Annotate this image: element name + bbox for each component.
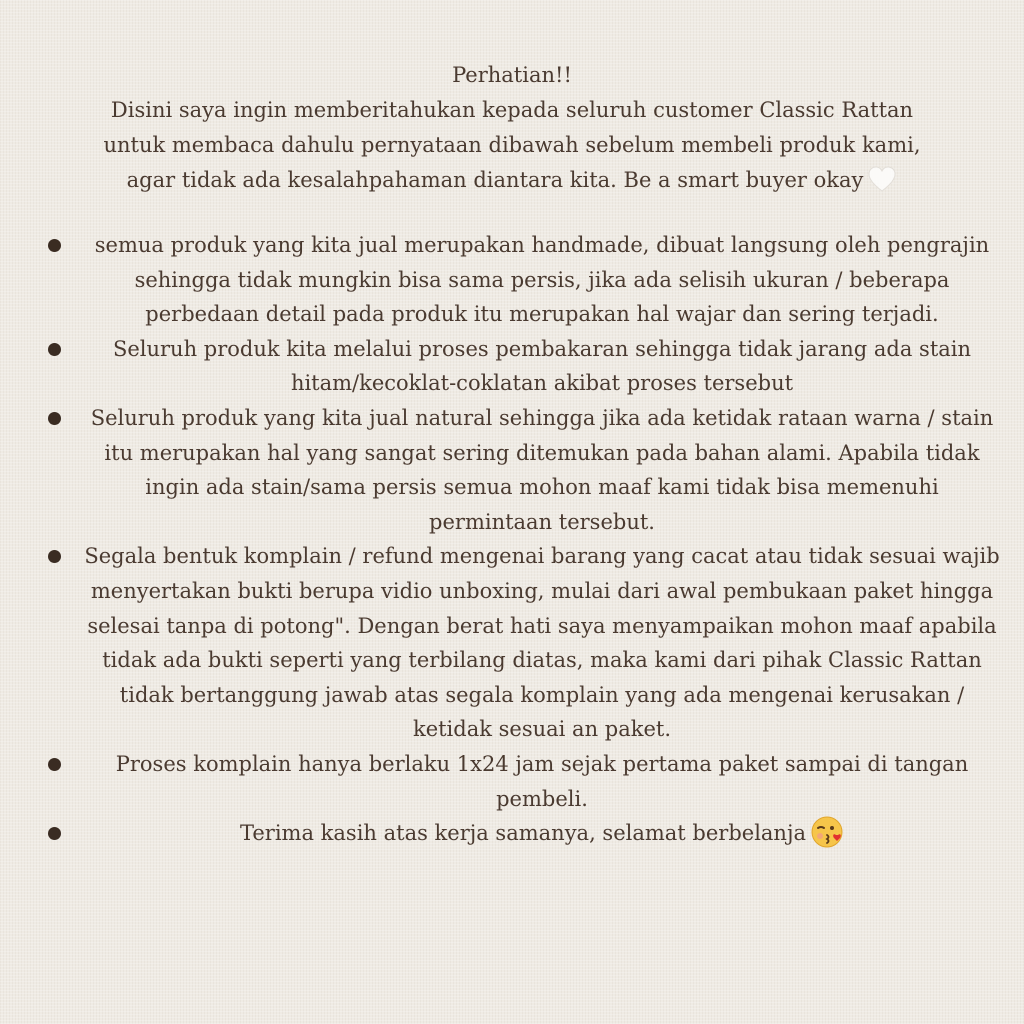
list-item-text: Seluruh produk kita melalui proses pembakaran sehingga tidak jarang ada stain hitam/kecoklat-coklatan akibat proses tersebut: [112, 336, 972, 396]
list-item-text: Segala bentuk komplain / refund mengenai barang yang cacat atau tidak sesuai wajib menyertakan bukti berupa vidio unboxing, mulai dari awal pembukaan paket hingga selesai tanpa di potong". Dengan berat hati saya menyampaikan mohon maaf apabila tidak ada bukti seperti yang terbilang diatas, maka kami dari pihak Classic Rattan tidak bertanggung jawab atas segala komplain yang ada mengenai kerusakan / ketidak sesuai an paket.: [84, 544, 1000, 742]
list-item: [0, 747, 1024, 816]
bullet-icon: [48, 758, 61, 771]
list-item-text: semua produk yang kita jual merupakan handmade, dibuat langsung oleh pengrajin sehingga tidak mungkin bisa sama persis, jika ada selisih ukuran / beberapa perbedaan detail pada produk itu merupakan hal wajar dan sering terjadi.: [94, 233, 990, 327]
bullet-icon: [48, 239, 61, 252]
intro-line-1: Disini saya ingin memberitahukan kepada seluruh customer Classic Rattan: [110, 98, 914, 122]
list-item-text: Terima kasih atas kerja samanya, selamat berbelanja: [240, 821, 806, 846]
list-item: [0, 401, 1024, 539]
intro-line-2: untuk membaca dahulu pernyataan dibawah sebelum membeli produk kami,: [103, 133, 921, 157]
list-item: [0, 228, 1024, 332]
bullet-icon: [48, 343, 61, 356]
list-item-text: Seluruh produk yang kita jual natural sehingga jika ada ketidak rataan warna / stain itu merupakan hal yang sangat sering ditemukan pada bahan alami. Apabila tidak ingin ada stain/sama persis semua mohon maaf kami tidak bisa memenuhi permintaan tersebut.: [90, 405, 994, 534]
terms-list: [0, 228, 1024, 852]
list-item: [0, 539, 1024, 747]
intro-line-3-wrap: [20, 163, 1004, 198]
list-item: [0, 816, 1024, 852]
kissing-face-icon: [810, 815, 844, 849]
list-item-text: Proses komplain hanya berlaku 1x24 jam sejak pertama paket sampai di tangan pembeli.: [115, 751, 969, 811]
white-heart-icon: [867, 165, 897, 195]
list-item: [0, 332, 1024, 401]
bullet-icon: [48, 550, 61, 563]
bullet-icon: [48, 412, 61, 425]
intro-line-3: agar tidak ada kesalahpahaman diantara kita. Be a smart buyer okay: [126, 168, 864, 192]
intro-block: [20, 58, 1004, 198]
notice-title: Perhatian!!: [452, 63, 572, 87]
bullet-icon: [48, 827, 61, 840]
